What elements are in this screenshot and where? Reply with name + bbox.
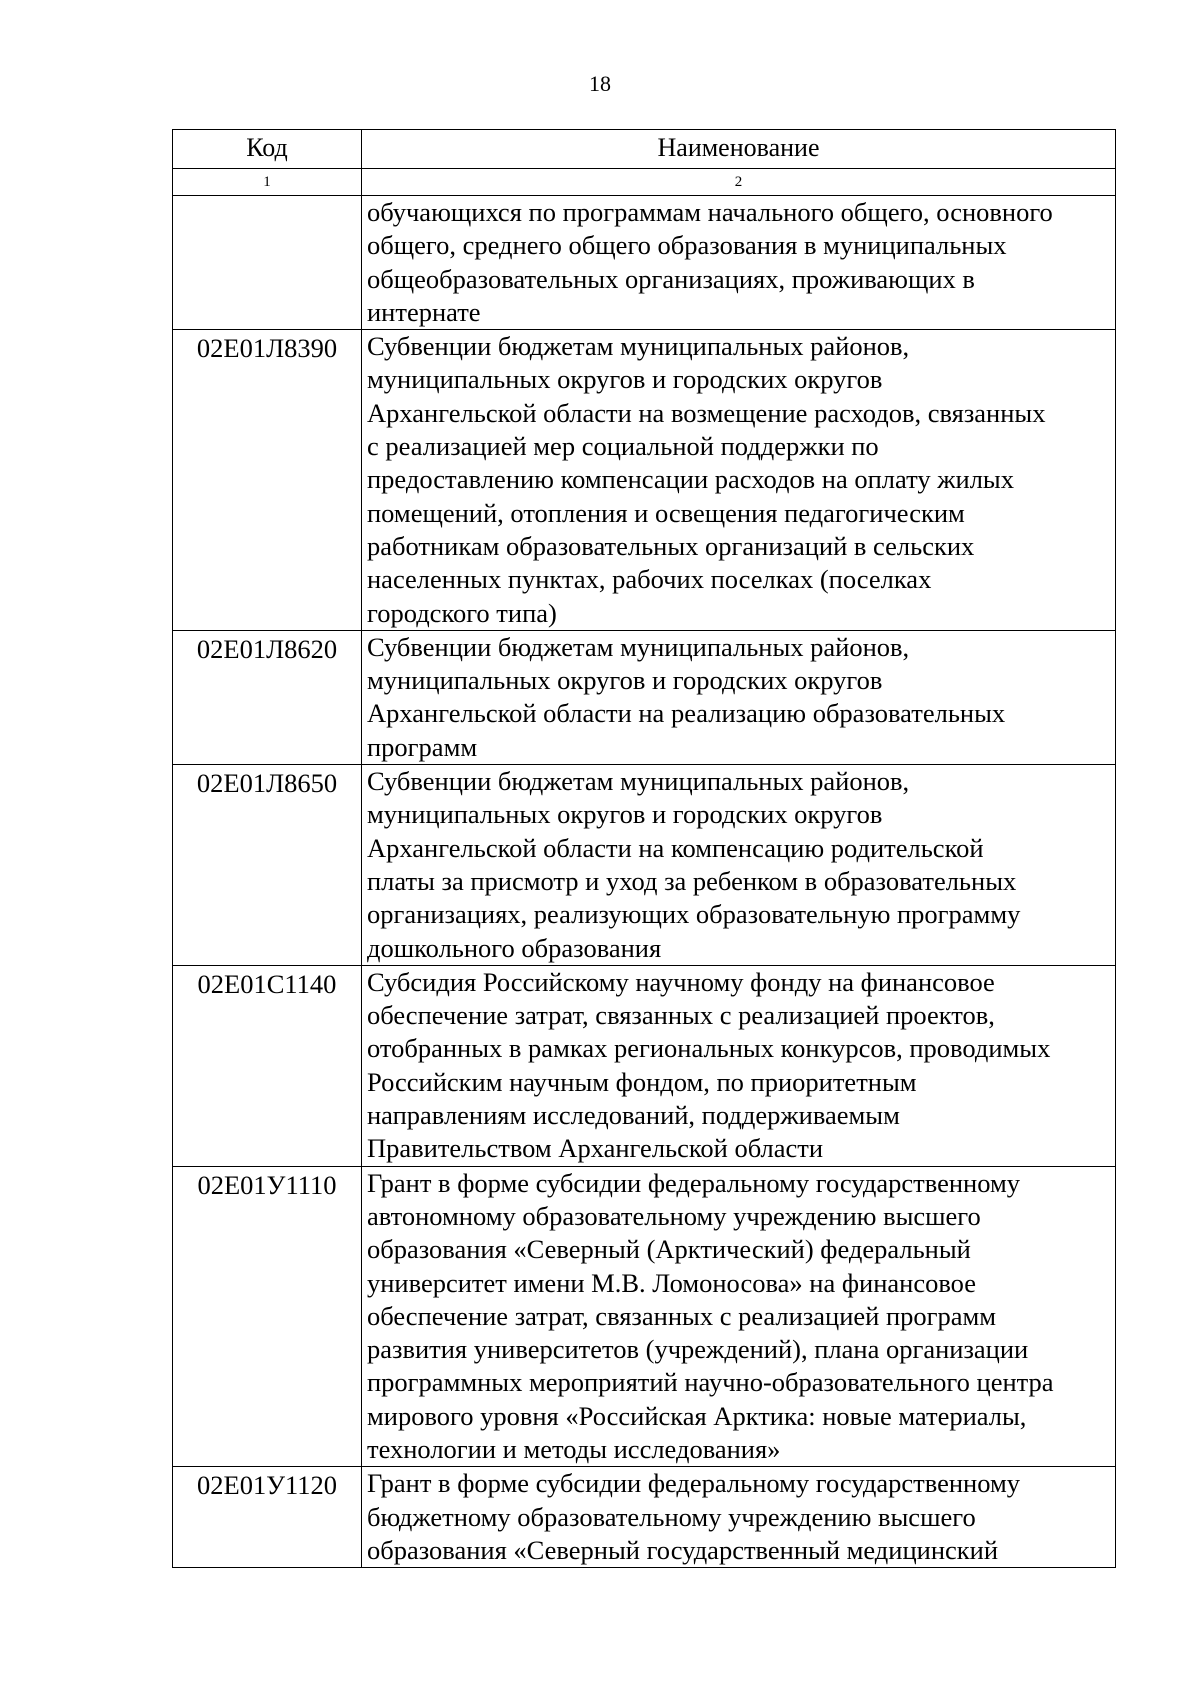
- row-name-line: помещений, отопления и освещения педагогическим: [367, 497, 965, 528]
- budget-code-table: [172, 129, 1116, 1568]
- row-name-line: платы за присмотр и уход за ребенком в образовательных: [367, 865, 1017, 896]
- row-name-line: образования «Северный (Арктический) федеральный: [367, 1234, 971, 1265]
- table-row: [173, 1467, 1116, 1568]
- row-name-line: муниципальных округов и городских округов: [367, 799, 883, 830]
- row-name: [362, 965, 1116, 1166]
- row-name-line: Субвенции бюджетам муниципальных районов,: [367, 631, 910, 662]
- row-name-line: обучающихся по программам начального общего, основного: [367, 197, 1053, 227]
- header-name: Наименование: [362, 130, 1116, 169]
- row-name: [362, 1467, 1116, 1568]
- row-name: [362, 765, 1116, 966]
- row-name-line: Архангельской области на возмещение расходов, связанных: [367, 397, 1046, 428]
- row-code: 02Е01С1140: [173, 965, 362, 1166]
- table-header-row: [173, 130, 1116, 169]
- row-name-line: интернате: [367, 296, 481, 327]
- table-row: [173, 765, 1116, 966]
- table-row: [173, 965, 1116, 1166]
- row-name-line: мирового уровня «Российская Арктика: новые материалы,: [367, 1400, 1027, 1431]
- row-name-line: университет имени М.В. Ломоносова» на финансовое: [367, 1267, 976, 1298]
- row-name-line: предоставлению компенсации расходов на оплату жилых: [367, 464, 1014, 495]
- row-name-line: автономному образовательному учреждению высшего: [367, 1200, 981, 1231]
- column-number-2: 2: [362, 169, 1116, 196]
- row-name-line: программных мероприятий научно-образовательного центра: [367, 1367, 1054, 1398]
- row-name: [362, 330, 1116, 631]
- row-code: 02Е01Л8390: [173, 330, 362, 631]
- row-name-line: обеспечение затрат, связанных с реализацией проектов,: [367, 1000, 995, 1031]
- row-name-line: развития университетов (учреждений), плана организации: [367, 1334, 1029, 1365]
- row-name-line: бюджетному образовательному учреждению высшего: [367, 1501, 976, 1532]
- row-name-line: организациях, реализующих образовательную программу: [367, 899, 1021, 930]
- row-code: 02Е01Л8650: [173, 765, 362, 966]
- row-name-line: обеспечение затрат, связанных с реализацией программ: [367, 1300, 997, 1331]
- row-name-line: Субвенции бюджетам муниципальных районов,: [367, 766, 910, 797]
- row-name-line: Грант в форме субсидии федеральному государственному: [367, 1167, 1020, 1198]
- row-name-line: Архангельской области на компенсацию родительской: [367, 832, 984, 863]
- row-name-line: муниципальных округов и городских округов: [367, 364, 883, 395]
- table-row: [173, 630, 1116, 764]
- row-name-line: общего, среднего общего образования в муниципальных: [367, 230, 1007, 261]
- row-name-line: Грант в форме субсидии федеральному государственному: [367, 1468, 1020, 1499]
- row-name-line: образования «Северный государственный медицинский: [367, 1534, 999, 1565]
- table-row: [173, 330, 1116, 631]
- row-name-line: Субсидия Российскому научному фонду на финансовое: [367, 966, 995, 997]
- table-row: [173, 196, 1116, 330]
- table-row: [173, 1166, 1116, 1467]
- page-number: 18: [589, 71, 611, 96]
- row-name-line: Субвенции бюджетам муниципальных районов,: [367, 331, 910, 362]
- row-name: [362, 196, 1116, 330]
- column-number-row: [173, 169, 1116, 196]
- row-name-line: населенных пунктах, рабочих поселках (поселках: [367, 564, 932, 595]
- row-code: [173, 196, 362, 330]
- row-name-line: дошкольного образования: [367, 932, 662, 963]
- row-name-line: технологии и методы исследования»: [367, 1433, 781, 1464]
- row-name-line: Правительством Архангельской области: [367, 1133, 824, 1164]
- header-code: Код: [173, 130, 362, 169]
- row-name-line: общеобразовательных организациях, проживающих в: [367, 263, 975, 294]
- row-name-line: Российским научным фондом, по приоритетным: [367, 1066, 917, 1097]
- row-name: [362, 630, 1116, 764]
- row-name-line: муниципальных округов и городских округов: [367, 665, 883, 696]
- table-body: [173, 196, 1116, 1568]
- row-code: 02Е01У1120: [173, 1467, 362, 1568]
- row-name-line: работникам образовательных организаций в сельских: [367, 530, 975, 561]
- row-name-line: Архангельской области на реализацию образовательных: [367, 698, 1006, 729]
- row-name: [362, 1166, 1116, 1467]
- row-name-line: с реализацией мер социальной поддержки по: [367, 431, 879, 462]
- column-number-1: 1: [173, 169, 362, 196]
- row-name-line: отобранных в рамках региональных конкурсов, проводимых: [367, 1033, 1051, 1064]
- row-name-line: направлениям исследований, поддерживаемым: [367, 1100, 900, 1131]
- row-name-line: городского типа): [367, 597, 557, 628]
- row-code: 02Е01Л8620: [173, 630, 362, 764]
- row-name-line: программ: [367, 731, 478, 762]
- row-code: 02Е01У1110: [173, 1166, 362, 1467]
